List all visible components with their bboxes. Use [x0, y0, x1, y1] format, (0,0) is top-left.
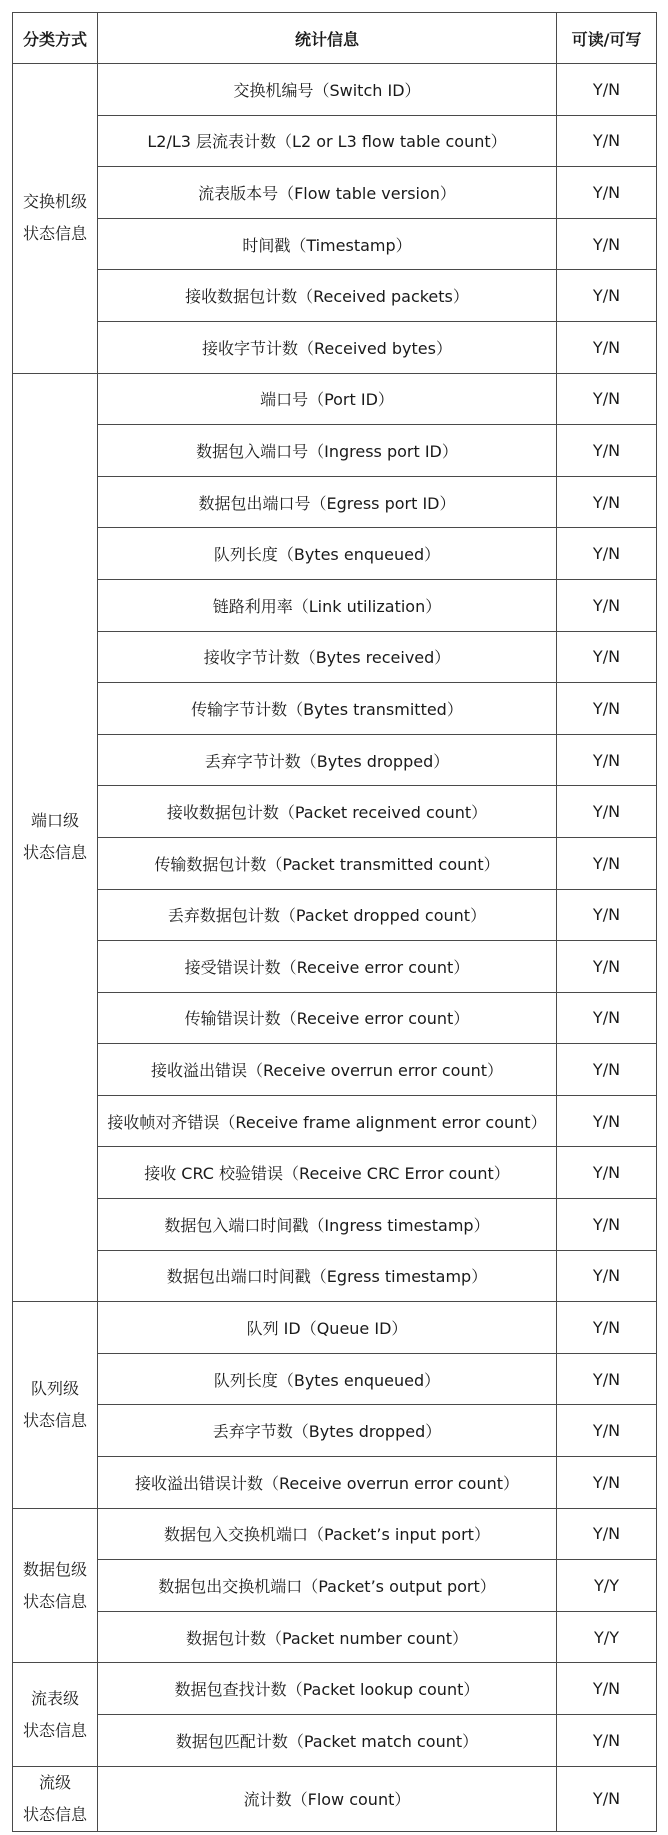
table-row [13, 1199, 657, 1251]
table-row [13, 1147, 657, 1199]
table-row [13, 425, 657, 477]
rw-cell: Y/N [557, 1095, 657, 1147]
rw-cell: Y/N [557, 1302, 657, 1354]
table-row [13, 992, 657, 1044]
stat-cell: 流表版本号（Flow table version） [98, 167, 557, 219]
stat-cell: 丢弃字节数（Bytes dropped） [98, 1405, 557, 1457]
category-label-line2: 状态信息 [22, 1591, 87, 1611]
table-row [13, 1715, 657, 1767]
stat-cell: L2/L3 层流表计数（L2 or L3 flow table count） [98, 115, 557, 167]
category-cell [13, 373, 98, 1302]
stat-cell: 时间戳（Timestamp） [98, 218, 557, 270]
rw-cell: Y/N [557, 786, 657, 838]
stat-cell: 数据包匹配计数（Packet match count） [98, 1715, 557, 1767]
table-row [13, 1405, 657, 1457]
rw-cell: Y/N [557, 528, 657, 580]
category-cell [13, 64, 98, 374]
category-label-line2: 状态信息 [22, 843, 87, 863]
stat-cell: 丢弃字节计数（Bytes dropped） [98, 734, 557, 786]
table-row [13, 321, 657, 373]
table-row [13, 786, 657, 838]
table-row [13, 115, 657, 167]
stat-cell: 传输数据包计数（Packet transmitted count） [98, 837, 557, 889]
stat-cell: 数据包入端口时间戳（Ingress timestamp） [98, 1199, 557, 1251]
table-row [13, 528, 657, 580]
stat-cell: 数据包出端口时间戳（Egress timestamp） [98, 1250, 557, 1302]
rw-cell: Y/N [557, 1044, 657, 1096]
rw-cell: Y/N [557, 1663, 657, 1715]
rw-cell: Y/N [557, 1508, 657, 1560]
stat-cell: 接收数据包计数（Received packets） [98, 270, 557, 322]
rw-cell: Y/N [557, 270, 657, 322]
header-category: 分类方式 [13, 13, 98, 64]
table-row [13, 683, 657, 735]
rw-cell: Y/N [557, 1715, 657, 1767]
category-label-line2: 状态信息 [22, 1410, 87, 1430]
stat-cell: 数据包入交换机端口（Packet’s input port） [98, 1508, 557, 1560]
rw-cell: Y/N [557, 941, 657, 993]
header-rw: 可读/可写 [557, 13, 657, 64]
rw-cell: Y/N [557, 579, 657, 631]
category-label-line1: 流表级 [30, 1688, 79, 1708]
table-row [13, 218, 657, 270]
table-row [13, 167, 657, 219]
stat-cell: 接收帧对齐错误（Receive frame alignment error count） [98, 1095, 557, 1147]
header-stat: 统计信息 [98, 13, 557, 64]
category-cell [13, 1302, 98, 1508]
rw-cell: Y/N [557, 1766, 657, 1831]
rw-cell: Y/N [557, 992, 657, 1044]
stat-cell: 接收数据包计数（Packet received count） [98, 786, 557, 838]
rw-cell: Y/N [557, 683, 657, 735]
table-row [13, 1302, 657, 1354]
stat-cell: 数据包入端口号（Ingress port ID） [98, 425, 557, 477]
table-row [13, 1663, 657, 1715]
table-body [13, 64, 657, 1832]
category-label-line2: 状态信息 [22, 1804, 87, 1824]
category-cell [13, 1663, 98, 1766]
stat-cell: 链路利用率（Link utilization） [98, 579, 557, 631]
stat-cell: 流计数（Flow count） [98, 1766, 557, 1831]
stat-cell: 队列 ID（Queue ID） [98, 1302, 557, 1354]
rw-cell: Y/N [557, 218, 657, 270]
table-row [13, 1095, 657, 1147]
stat-cell: 传输字节计数（Bytes transmitted） [98, 683, 557, 735]
rw-cell: Y/N [557, 373, 657, 425]
rw-cell: Y/N [557, 734, 657, 786]
table-row [13, 734, 657, 786]
stat-cell: 数据包查找计数（Packet lookup count） [98, 1663, 557, 1715]
category-label-line1: 交换机级 [22, 192, 87, 212]
rw-cell: Y/N [557, 115, 657, 167]
rw-cell: Y/N [557, 425, 657, 477]
category-label-line2: 状态信息 [22, 1720, 87, 1740]
rw-cell: Y/N [557, 1199, 657, 1251]
table-row [13, 1766, 657, 1831]
category-cell [13, 1766, 98, 1831]
stat-cell: 数据包计数（Packet number count） [98, 1611, 557, 1663]
stat-cell: 接收字节计数（Bytes received） [98, 631, 557, 683]
statistics-table [12, 12, 657, 1832]
stat-cell: 接收溢出错误（Receive overrun error count） [98, 1044, 557, 1096]
table-row [13, 373, 657, 425]
rw-cell: Y/N [557, 837, 657, 889]
category-label-line1: 数据包级 [22, 1559, 87, 1579]
stat-cell: 丢弃数据包计数（Packet dropped count） [98, 889, 557, 941]
stat-cell: 数据包出端口号（Egress port ID） [98, 476, 557, 528]
rw-cell: Y/N [557, 476, 657, 528]
stat-cell: 传输错误计数（Receive error count） [98, 992, 557, 1044]
table-row [13, 1250, 657, 1302]
table-row [13, 837, 657, 889]
stat-cell: 接受错误计数（Receive error count） [98, 941, 557, 993]
stat-cell: 数据包出交换机端口（Packet’s output port） [98, 1560, 557, 1612]
table-row [13, 1611, 657, 1663]
category-label-line2: 状态信息 [22, 224, 87, 244]
table-row [13, 941, 657, 993]
rw-cell: Y/N [557, 64, 657, 116]
rw-cell: Y/N [557, 167, 657, 219]
rw-cell: Y/N [557, 1353, 657, 1405]
table-row [13, 64, 657, 116]
rw-cell: Y/N [557, 1250, 657, 1302]
rw-cell: Y/N [557, 321, 657, 373]
table-row [13, 1560, 657, 1612]
table-row [13, 476, 657, 528]
stat-cell: 接收字节计数（Received bytes） [98, 321, 557, 373]
category-label-line1: 流级 [38, 1772, 71, 1792]
table-row [13, 631, 657, 683]
stat-cell: 队列长度（Bytes enqueued） [98, 1353, 557, 1405]
table-row [13, 1508, 657, 1560]
stat-cell: 交换机编号（Switch ID） [98, 64, 557, 116]
category-cell [13, 1508, 98, 1663]
rw-cell: Y/N [557, 889, 657, 941]
rw-cell: Y/N [557, 1405, 657, 1457]
header-row [13, 13, 657, 64]
rw-cell: Y/N [557, 1147, 657, 1199]
stat-cell: 队列长度（Bytes enqueued） [98, 528, 557, 580]
table-row [13, 270, 657, 322]
stat-cell: 端口号（Port ID） [98, 373, 557, 425]
rw-cell: Y/Y [557, 1560, 657, 1612]
rw-cell: Y/Y [557, 1611, 657, 1663]
table-row [13, 1044, 657, 1096]
category-label-line1: 端口级 [30, 811, 79, 831]
category-label-line1: 队列级 [30, 1378, 79, 1398]
rw-cell: Y/N [557, 1457, 657, 1509]
stat-cell: 接收 CRC 校验错误（Receive CRC Error count） [98, 1147, 557, 1199]
rw-cell: Y/N [557, 631, 657, 683]
table-row [13, 889, 657, 941]
table-row [13, 1457, 657, 1509]
table-row [13, 579, 657, 631]
table-row [13, 1353, 657, 1405]
stat-cell: 接收溢出错误计数（Receive overrun error count） [98, 1457, 557, 1509]
